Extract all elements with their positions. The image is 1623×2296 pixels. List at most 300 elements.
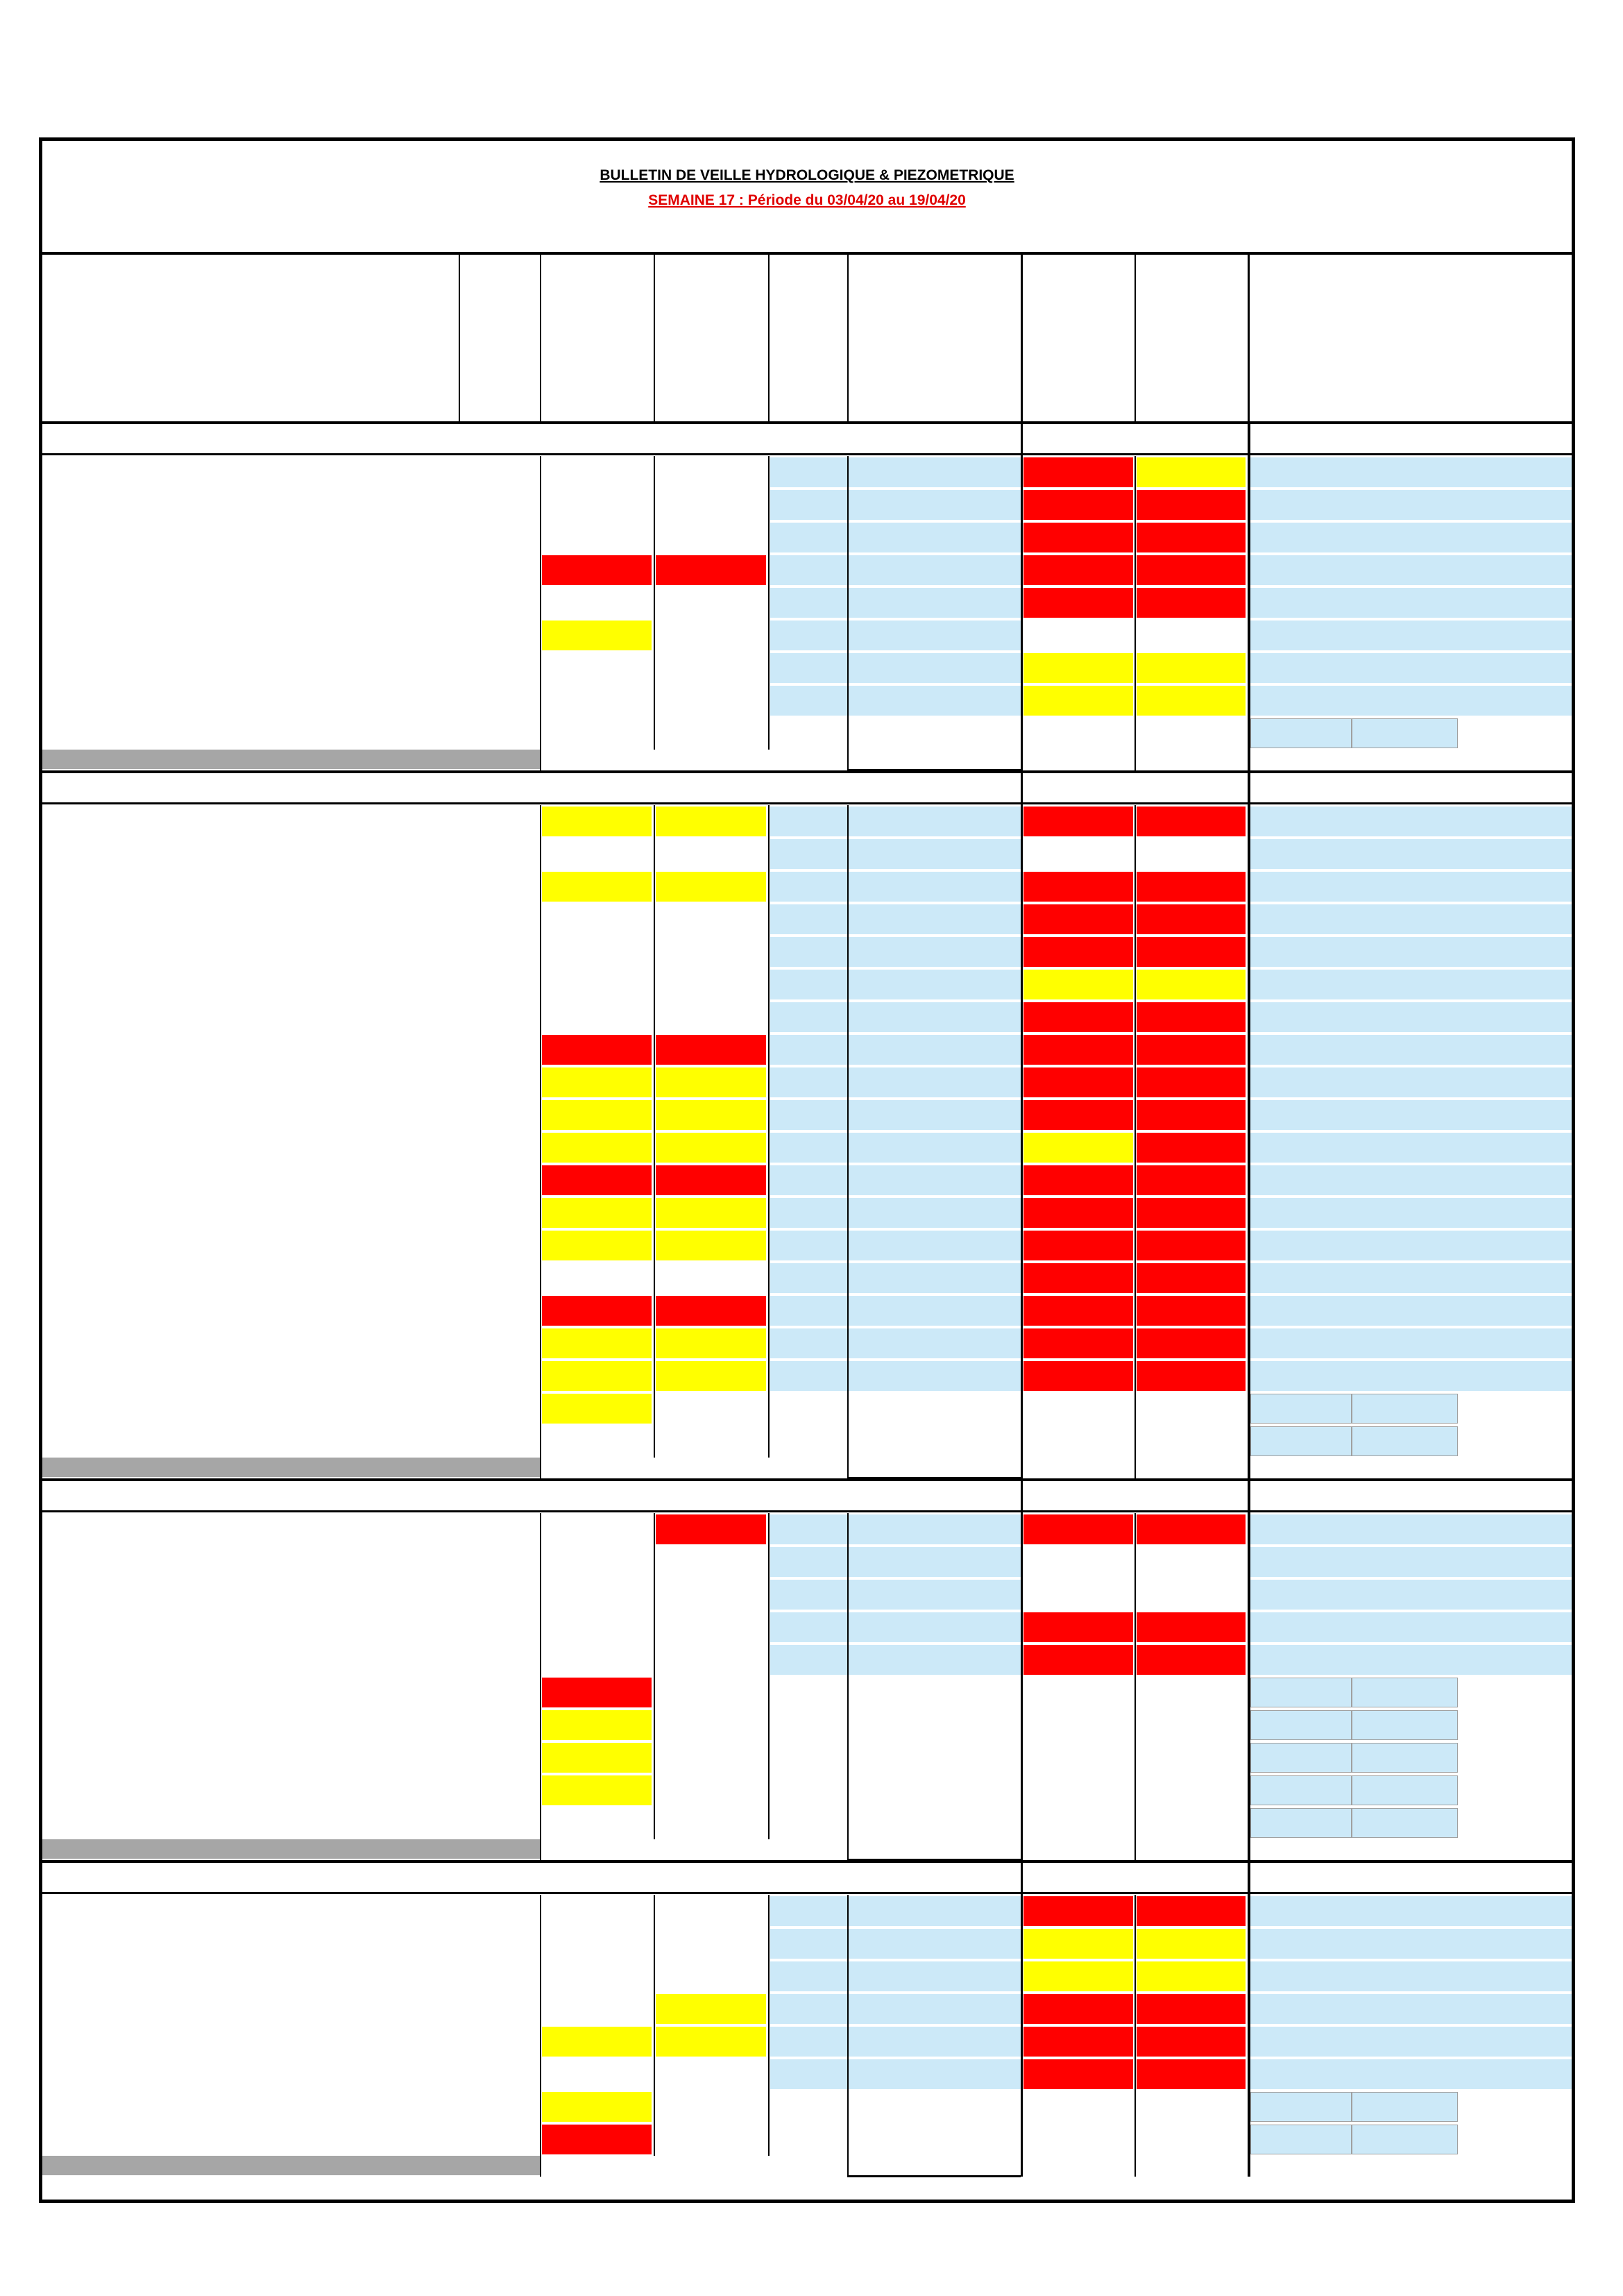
mini-value: [847, 1612, 937, 1642]
mini-year: [937, 1961, 1021, 1991]
section-mini-label: [847, 425, 937, 449]
column-divider: [654, 252, 655, 421]
riviere-name: [42, 937, 214, 967]
riviere-name: [42, 970, 214, 999]
mini-year: [937, 686, 1021, 716]
vcn3-10ans-value: [1458, 1067, 1572, 1097]
header-nappes: [42, 335, 214, 356]
riviere-name: [42, 2059, 214, 2089]
debit-2-value: [656, 1645, 766, 1675]
legend-alerte-renforcee: [214, 2156, 459, 2175]
mini-value: [847, 523, 937, 552]
debit-1-value: [542, 555, 652, 585]
header-davril: [847, 385, 1021, 406]
vcn3-hebdo-1-value: [1023, 1035, 1133, 1065]
mini-value: [847, 839, 937, 869]
profondeur-2-value: [656, 1775, 766, 1805]
vcn3-hebdo-2-value: [1137, 1133, 1246, 1163]
section-title: [42, 425, 1234, 449]
niveau-moyen-value: [1250, 1775, 1352, 1805]
mini-value: [847, 1929, 937, 1959]
mini-year: [937, 904, 1021, 934]
column-divider: [1021, 252, 1023, 421]
debit-2-value: [656, 904, 766, 934]
module-value: [770, 1328, 847, 1358]
vcn3-hebdo-1-value: [1023, 621, 1133, 650]
station-name: [214, 1067, 459, 1097]
vcn3-10ans-value: [1458, 839, 1572, 869]
mini-year: [937, 1896, 1021, 1926]
legend-alerte-renforcee: [214, 750, 459, 769]
module-value: [770, 1961, 847, 1991]
mini-value: [847, 1165, 937, 1195]
niveau-moyen-value: [1250, 1743, 1352, 1773]
annee-value: [459, 1231, 540, 1260]
debit-1-value: [542, 839, 652, 869]
station-name: [214, 1710, 459, 1740]
column-divider: [1021, 770, 1023, 1478]
annee-value: [459, 1547, 540, 1577]
vcn3-hebdo-2-value: [1137, 523, 1246, 552]
vcn3-2ans-value: [1250, 1994, 1352, 2024]
module-value: [770, 1100, 847, 1130]
vcn3-hebdo-2-value: [1137, 1328, 1246, 1358]
vcn3-5ans-value: [1352, 1645, 1458, 1675]
station-name: [214, 872, 459, 902]
vcn3-5ans-value: [1352, 686, 1458, 716]
mini-value: [847, 1580, 937, 1610]
vcn3-10ans-value: [1458, 653, 1572, 683]
annee-value: [459, 1929, 540, 1959]
vcn3-hebdo-1-value: [1023, 904, 1133, 934]
niveau-mini-value: [1352, 1426, 1458, 1456]
mini-value: [847, 1547, 937, 1577]
mini-value: [847, 1067, 937, 1097]
vcn3-5ans-value: [1352, 1514, 1458, 1544]
debit-2-value: [656, 1231, 766, 1260]
mini-year: [937, 1198, 1021, 1228]
vcn3-10ans-value: [1458, 1198, 1572, 1228]
vcn3-10ans-value: [1458, 1002, 1572, 1032]
section-title: [42, 1483, 1234, 1506]
station-name: [214, 904, 459, 934]
module-value: [770, 686, 847, 716]
profondeur-2-value: [656, 2125, 766, 2154]
station-name: [214, 1547, 459, 1577]
debit-2-value: [656, 1361, 766, 1391]
module-value: [770, 1263, 847, 1293]
header-vcn3-10ans: [1458, 264, 1572, 306]
niveau-moyen-value: [1250, 2092, 1352, 2122]
station-name: [214, 1775, 459, 1805]
mini-value: [847, 686, 937, 716]
annee-value: [459, 555, 540, 585]
column-divider: [1021, 421, 1023, 770]
station-name: [214, 1035, 459, 1065]
nappe-name: [42, 1392, 214, 1425]
annee-value: [459, 807, 540, 836]
annee-value: [459, 1961, 540, 1991]
debit-1-value: [542, 1514, 652, 1544]
vcn3-10ans-value: [1458, 588, 1572, 618]
debit-2-value: [656, 1263, 766, 1293]
annee-value: [459, 1198, 540, 1228]
vcn3-5ans-value: [1352, 1231, 1458, 1260]
mini-value: [847, 588, 937, 618]
annee-value: [459, 970, 540, 999]
mini-value: [847, 1296, 937, 1326]
debit-2-value: [656, 1133, 766, 1163]
column-divider: [1135, 1513, 1136, 1860]
mini-value: [847, 457, 937, 487]
vcn3-hebdo-1-value: [1023, 1645, 1133, 1675]
niveau-moyen-value: [1250, 1426, 1352, 1456]
section-header-divider: [42, 1510, 1572, 1512]
station-name: [214, 1961, 459, 1991]
niveau-mini-value: [1352, 718, 1458, 748]
vcn3-2ans-value: [1250, 1165, 1352, 1195]
station-name: [214, 1896, 459, 1926]
module-value: [770, 1296, 847, 1326]
mini-year: [937, 1165, 1021, 1195]
mini-value: [847, 2059, 937, 2089]
section-title: [42, 1864, 1234, 1888]
vcn3-2ans-value: [1250, 1361, 1352, 1391]
vcn3-hebdo-2-value: [1137, 872, 1246, 902]
debit-2-value: [656, 1328, 766, 1358]
header-date-1: [540, 385, 654, 406]
vcn3-2ans-value: [1250, 2027, 1352, 2057]
vcn3-hebdo-2-value: [1137, 457, 1246, 487]
vcn3-10ans-value: [1458, 621, 1572, 650]
vcn3-5ans-value: [1352, 1198, 1458, 1228]
riviere-name: [42, 872, 214, 902]
vcn3-2ans-value: [1250, 1328, 1352, 1358]
vcn3-2ans-value: [1250, 872, 1352, 902]
vcn3-hebdo-2-value: [1137, 904, 1246, 934]
column-divider: [1248, 252, 1250, 421]
vcn3-10ans-value: [1458, 2059, 1572, 2089]
vcn3-10ans-value: [1458, 1929, 1572, 1959]
station-name: [214, 1231, 459, 1260]
header-stations: [214, 277, 459, 298]
vcn3-hebdo-1-value: [1023, 2027, 1133, 2057]
debit-1-value: [542, 1580, 652, 1610]
section-header-divider: [42, 802, 1572, 804]
annee-value: [459, 1994, 540, 2024]
profondeur-2-value: [656, 1678, 766, 1707]
debit-2-value: [656, 1961, 766, 1991]
niveau-moyen-value: [1250, 1710, 1352, 1740]
station-name: [214, 1394, 459, 1424]
legend-crise: [459, 2156, 540, 2175]
vcn3-hebdo-2-value: [1137, 2059, 1246, 2089]
vcn3-10ans-value: [1458, 1100, 1572, 1130]
riviere-name: [42, 1296, 214, 1326]
debit-2-value: [656, 1296, 766, 1326]
profondeur-1-value: [542, 1743, 652, 1773]
vcn3-2ans-value: [1250, 653, 1352, 683]
vcn3-10ans-value: [1458, 1612, 1572, 1642]
annee-value: [459, 872, 540, 902]
vcn3-hebdo-2-value: [1137, 807, 1246, 836]
module-value: [770, 1165, 847, 1195]
vcn3-hebdo-1-value: [1023, 970, 1133, 999]
vcn3-2ans-value: [1250, 1580, 1352, 1610]
vcn3-hebdo-2-value: [1137, 1896, 1246, 1926]
column-divider: [1135, 252, 1136, 421]
debit-1-value: [542, 1100, 652, 1130]
debit-1-value: [542, 1961, 652, 1991]
header-annee: [459, 259, 540, 314]
riviere-name: [42, 1361, 214, 1391]
debit-1-value: [542, 1133, 652, 1163]
debit-1-value: [542, 1328, 652, 1358]
mini-year: [937, 1547, 1021, 1577]
nappe-name: [42, 1709, 214, 1741]
annee-value: [459, 1002, 540, 1032]
vcn3-2ans-value: [1250, 457, 1352, 487]
column-divider: [1021, 1860, 1023, 2177]
riviere-name: [42, 1165, 214, 1195]
vcn3-5ans-value: [1352, 1547, 1458, 1577]
nappe-name: [42, 1425, 214, 1458]
vcn3-5ans-value: [1352, 1929, 1458, 1959]
column-divider: [540, 1895, 541, 2177]
annee-value: [459, 1743, 540, 1773]
header-debit-journalier: [847, 264, 1021, 306]
debit-1-value: [542, 1994, 652, 2024]
vcn3-hebdo-1-value: [1023, 1514, 1133, 1544]
mini-year: [937, 1067, 1021, 1097]
mini-value: [847, 555, 937, 585]
debit-2-value: [656, 1612, 766, 1642]
riviere-name: [42, 1263, 214, 1293]
vcn3-2ans-value: [1250, 1547, 1352, 1577]
riviere-name: [42, 653, 214, 683]
column-divider: [768, 1513, 770, 1839]
legend-alerte-renforcee: [214, 1458, 459, 1477]
debit-1-value: [542, 1035, 652, 1065]
riviere-name: [42, 839, 214, 869]
riviere-name: [42, 1067, 214, 1097]
annee-value: [459, 1896, 540, 1926]
niveau-mini-value: [1352, 1808, 1458, 1838]
column-divider: [654, 1513, 655, 1839]
annee-value: [459, 653, 540, 683]
section-divider: [42, 770, 1572, 773]
annee-value: [459, 1328, 540, 1358]
riviere-name: [42, 588, 214, 618]
vcn3-5ans-value: [1352, 1100, 1458, 1130]
vcn3-2ans-value: [1250, 1645, 1352, 1675]
mini-year: [937, 1296, 1021, 1326]
vcn3-2ans-value: [1250, 1514, 1352, 1544]
annee-value: [459, 839, 540, 869]
legend-crise: [459, 1458, 540, 1477]
riviere-name: [42, 1035, 214, 1065]
vcn3-2ans-value: [1250, 621, 1352, 650]
section-title: [42, 775, 1234, 798]
vcn3-10ans-value: [1458, 1165, 1572, 1195]
debit-2-value: [656, 523, 766, 552]
vcn3-5ans-value: [1352, 2059, 1458, 2089]
module-value: [770, 807, 847, 836]
vcn3-hebdo-1-value: [1023, 2059, 1133, 2089]
mini-year: [937, 490, 1021, 520]
mini-value: [847, 807, 937, 836]
section-header-divider: [42, 453, 1572, 455]
debit-2-value: [656, 1994, 766, 2024]
vcn3-5ans-value: [1352, 2027, 1458, 2057]
column-divider: [540, 252, 541, 421]
debit-1-value: [542, 686, 652, 716]
module-value: [770, 457, 847, 487]
section-annee-label: [937, 425, 1021, 449]
mini-year: [937, 839, 1021, 869]
nappe-name: [42, 1774, 214, 1807]
mini-year: [937, 1514, 1021, 1544]
station-name: [214, 1296, 459, 1326]
mini-year: [937, 970, 1021, 999]
column-divider: [654, 805, 655, 1458]
vcn3-10ans-value: [1458, 1263, 1572, 1293]
module-value: [770, 523, 847, 552]
vcn3-5ans-value: [1352, 1035, 1458, 1065]
column-divider: [768, 252, 770, 421]
vcn3-5ans-value: [1352, 1612, 1458, 1642]
station-name: [214, 1198, 459, 1228]
niveau-mini-value: [1352, 1678, 1458, 1707]
debit-2-value: [656, 1198, 766, 1228]
mini-value: [847, 1035, 937, 1065]
vcn3-hebdo-1-value: [1023, 872, 1133, 902]
niveau-mini-value: [1352, 1743, 1458, 1773]
riviere-name: [42, 904, 214, 934]
annee-value: [459, 1165, 540, 1195]
profondeur-1-value: [542, 1775, 652, 1805]
vcn3-10ans-value: [1458, 970, 1572, 999]
vcn3-hebdo-1-value: [1023, 1263, 1133, 1293]
vcn3-5ans-value: [1352, 1002, 1458, 1032]
annee-value: [459, 1808, 540, 1838]
station-name: [214, 1580, 459, 1610]
header-vcn3-2ans: [1248, 264, 1352, 306]
mini-value: [847, 1961, 937, 1991]
vcn3-hebdo-2-value: [1137, 490, 1246, 520]
vcn3-10ans-value: [1458, 1328, 1572, 1358]
vcn3-10ans-value: [1458, 872, 1572, 902]
vcn3-2ans-value: [1250, 588, 1352, 618]
column-divider: [847, 1895, 849, 2177]
mini-value: [847, 904, 937, 934]
mini-year: [937, 1133, 1021, 1163]
vcn3-2ans-value: [1250, 1929, 1352, 1959]
annee-value: [459, 490, 540, 520]
profondeur-1-value: [542, 1710, 652, 1740]
station-name: [214, 653, 459, 683]
module-value: [770, 839, 847, 869]
station-name: [214, 839, 459, 869]
annee-value: [459, 1035, 540, 1065]
riviere-name: [42, 1994, 214, 2024]
niveau-mini-value: [1352, 1710, 1458, 1740]
vcn3-5ans-value: [1352, 1961, 1458, 1991]
station-name: [214, 686, 459, 716]
module-value: [770, 653, 847, 683]
vcn3-hebdo-2-value: [1137, 621, 1246, 650]
station-name: [214, 2125, 459, 2154]
vcn3-hebdo-1-value: [1023, 1961, 1133, 1991]
station-name: [214, 2092, 459, 2122]
vcn3-10ans-value: [1458, 457, 1572, 487]
mini-value: [847, 1002, 937, 1032]
vcn3-hebdo-2-value: [1137, 937, 1246, 967]
mini-value: [847, 1133, 937, 1163]
vcn3-10ans-value: [1458, 807, 1572, 836]
station-name: [214, 1002, 459, 1032]
column-divider: [540, 805, 541, 1478]
vcn3-hebdo-1-value: [1023, 588, 1133, 618]
vcn3-2ans-value: [1250, 1002, 1352, 1032]
debit-1-value: [542, 1231, 652, 1260]
debit-1-value: [542, 2059, 652, 2089]
riviere-name: [42, 1328, 214, 1358]
nappe-name: [42, 1741, 214, 1774]
profondeur-1-value: [542, 1808, 652, 1838]
station-name: [214, 1994, 459, 2024]
mini-year: [937, 1994, 1021, 2024]
riviere-name: [42, 1896, 214, 1926]
vcn3-hebdo-2-value: [1137, 1296, 1246, 1326]
column-divider: [1248, 421, 1250, 770]
vcn3-5ans-value: [1352, 1580, 1458, 1610]
annee-value: [459, 937, 540, 967]
header-debit-2: [654, 264, 768, 306]
vcn3-2ans-value: [1250, 686, 1352, 716]
station-name: [214, 1612, 459, 1642]
riviere-name: [42, 1612, 214, 1642]
column-divider: [847, 1513, 849, 1860]
vcn3-10ans-value: [1458, 1231, 1572, 1260]
vcn3-5ans-value: [1352, 1361, 1458, 1391]
header-niveau-moyen: [1248, 316, 1352, 357]
mini-year: [937, 1328, 1021, 1358]
mini-year: [937, 621, 1021, 650]
debit-1-value: [542, 2027, 652, 2057]
station-name: [214, 937, 459, 967]
profondeur-1-value: [542, 2125, 652, 2154]
column-divider: [540, 456, 541, 770]
mini-year: [937, 872, 1021, 902]
mini-value: [847, 1231, 937, 1260]
module-value: [770, 1231, 847, 1260]
debit-2-value: [656, 1100, 766, 1130]
mini-value: [847, 1896, 937, 1926]
mini-value: [847, 621, 937, 650]
legend-alerte: [42, 1458, 214, 1477]
vcn3-2ans-value: [1250, 1896, 1352, 1926]
section-bottom-divider: [847, 2175, 1021, 2177]
debit-2-value: [656, 490, 766, 520]
mini-value: [847, 490, 937, 520]
module-value: [770, 904, 847, 934]
vcn3-hebdo-2-value: [1137, 1929, 1246, 1959]
vcn3-hebdo-1-value: [1023, 490, 1133, 520]
column-divider: [1248, 1860, 1250, 2177]
vcn3-10ans-value: [1458, 2027, 1572, 2057]
station-name: [214, 490, 459, 520]
